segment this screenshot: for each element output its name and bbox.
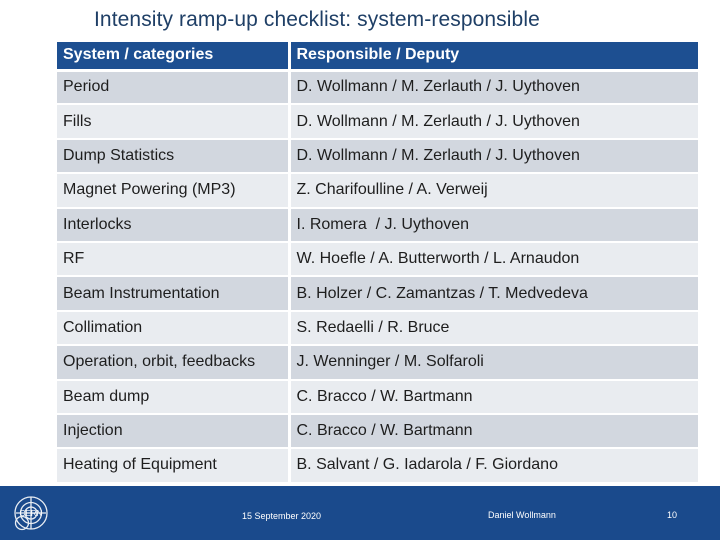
responsible-cell: C. Bracco / W. Bartmann [289, 380, 698, 414]
system-cell: Collimation [57, 311, 289, 345]
table-row [57, 70, 698, 104]
system-cell: Operation, orbit, feedbacks [57, 345, 289, 379]
slide-footer [0, 486, 720, 540]
responsible-cell: J. Wenninger / M. Solfaroli [289, 345, 698, 379]
responsible-cell: I. Romera / J. Uythoven [289, 208, 698, 242]
table-header-row [57, 42, 698, 70]
table-row [57, 104, 698, 138]
responsible-cell: D. Wollmann / M. Zerlauth / J. Uythoven [289, 139, 698, 173]
responsible-cell: C. Bracco / W. Bartmann [289, 414, 698, 448]
system-cell: Period [57, 70, 289, 104]
system-cell: RF [57, 242, 289, 276]
table-row [57, 208, 698, 242]
responsible-cell: B. Holzer / C. Zamantzas / T. Medvedeva [289, 276, 698, 310]
table-row [57, 242, 698, 276]
responsible-cell: W. Hoefle / A. Butterworth / L. Arnaudon [289, 242, 698, 276]
table-row [57, 276, 698, 310]
responsibility-table [57, 42, 698, 484]
table-row [57, 139, 698, 173]
table-row [57, 448, 698, 482]
table-row [57, 311, 698, 345]
header-system-categories: System / categories [57, 42, 289, 70]
svg-text:CERN: CERN [19, 509, 43, 518]
responsibility-table-container [57, 42, 698, 484]
responsible-cell: Z. Charifoulline / A. Verweij [289, 173, 698, 207]
system-cell: Dump Statistics [57, 139, 289, 173]
table-row [57, 173, 698, 207]
header-responsible-deputy: Responsible / Deputy [289, 42, 698, 70]
responsible-cell: S. Redaelli / R. Bruce [289, 311, 698, 345]
responsible-cell: D. Wollmann / M. Zerlauth / J. Uythoven [289, 104, 698, 138]
system-cell: Beam dump [57, 380, 289, 414]
responsible-cell: D. Wollmann / M. Zerlauth / J. Uythoven [289, 70, 698, 104]
table-row [57, 380, 698, 414]
slide-title: Intensity ramp-up checklist: system-responsible [94, 8, 540, 31]
footer-author: Daniel Wollmann [488, 510, 556, 520]
system-cell: Fills [57, 104, 289, 138]
system-cell: Heating of Equipment [57, 448, 289, 482]
system-cell: Magnet Powering (MP3) [57, 173, 289, 207]
footer-date: 15 September 2020 [242, 511, 322, 521]
page-number: 10 [667, 510, 678, 520]
system-cell: Beam Instrumentation [57, 276, 289, 310]
table-row [57, 414, 698, 448]
system-cell: Interlocks [57, 208, 289, 242]
table-row [57, 345, 698, 379]
cern-logo-icon [8, 490, 54, 536]
system-cell: Injection [57, 414, 289, 448]
responsible-cell: B. Salvant / G. Iadarola / F. Giordano [289, 448, 698, 482]
